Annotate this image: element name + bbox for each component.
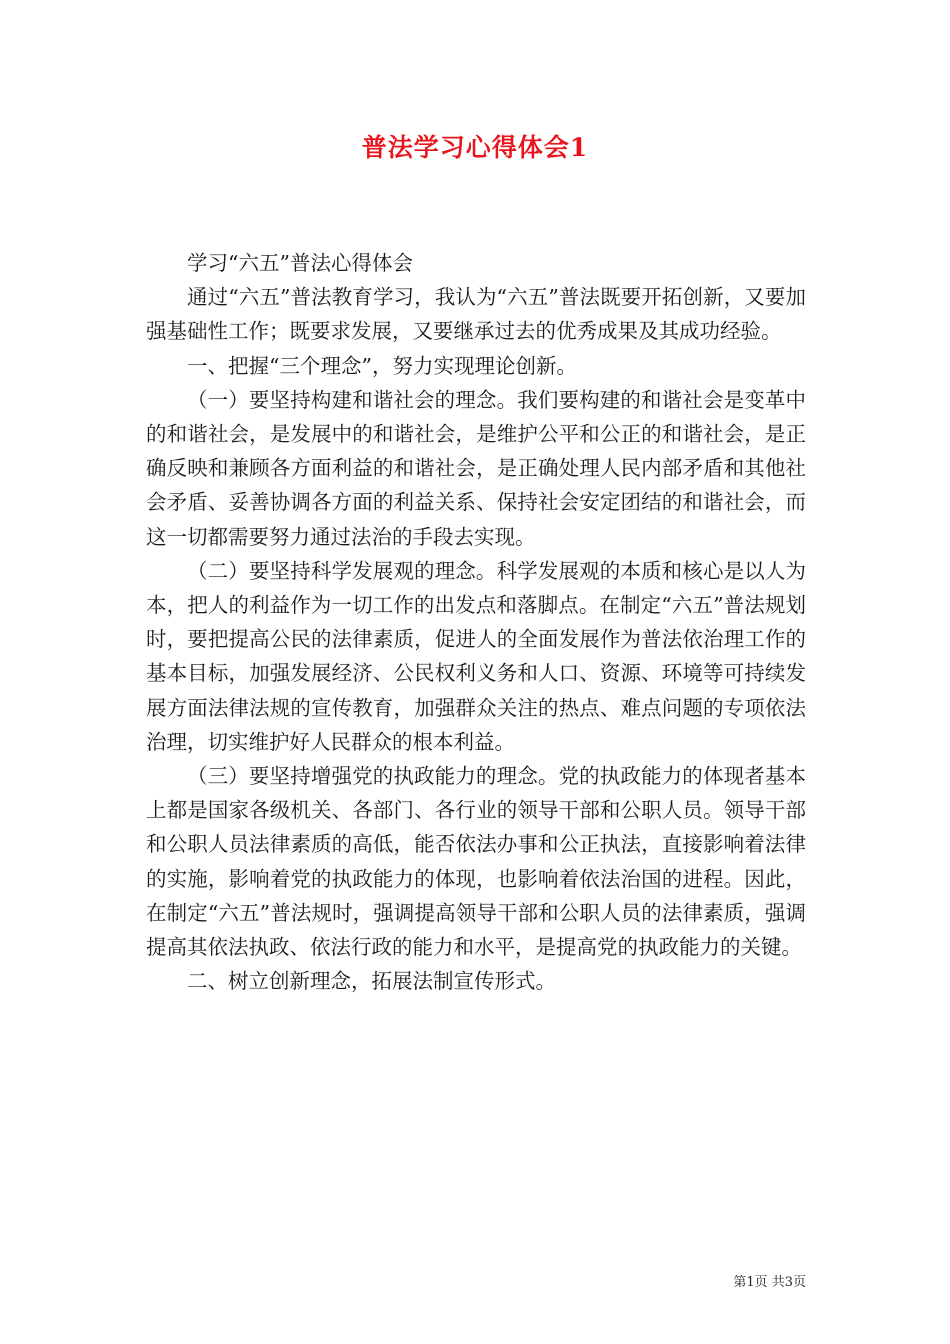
document-title: 普法学习心得体会1 — [361, 133, 589, 162]
page-number: 第1页 共3页 — [733, 1275, 806, 1290]
paragraph: 学习“六五”普法心得体会 — [187, 251, 413, 275]
paragraph: （一）要坚持构建和谐社会的理念。我们要构建的和谐社会是变革中的和谐社会，是发展中的和谐社会，是维护公平和公正的和谐社会，是正确反映和兼顾各方面利益的和谐社会，是正确处理人民内部矛盾和其他社会矛盾、妥善协调各方面的利益关系、保持社会安定团结的和谐社会，而这一切都需要努力通过法治的手段去实现。 — [146, 387, 806, 549]
paragraph: （二）要坚持科学发展观的理念。科学发展观的本质和核心是以人为本，把人的利益作为一切工作的出发点和落脚点。在制定“六五”普法规划时，要把提高公民的法律素质，促进人的全面发展作为普法依治理工作的基本目标，加强发展经济、公民权利义务和人口、资源、环境等可持续发展方面法律法规的宣传教育，加强群众关注的热点、难点问题的专项依法治理，切实维护好人民群众的根本利益。 — [146, 558, 806, 754]
paragraph: 二、树立创新理念，拓展法制宣传形式。 — [187, 969, 556, 994]
paragraph: （三）要坚持增强党的执政能力的理念。党的执政能力的体现者基本上都是国家各级机关、各部门、各行业的领导干部和公职人员。领导干部和公职人员法律素质的高低，能否依法办事和公正执法，直接影响着法律的实施，影响着党的执政能力的体现，也影响着依法治国的进程。因此，在制定“六五”普法规时，强调提高领导干部和公职人员的法律素质，强调提高其依法执政、依法行政的能力和水平，是提高党的执政能力的关键。 — [146, 764, 806, 960]
paragraph: 通过“六五”普法教育学习，我认为“六五”普法既要开拓创新，又要加强基础性工作；既要求发展，又要继承过去的优秀成果及其成功经验。 — [146, 285, 806, 344]
paragraph: 一、把握“三个理念”，努力实现理论创新。 — [187, 353, 577, 378]
document-body — [146, 246, 806, 998]
